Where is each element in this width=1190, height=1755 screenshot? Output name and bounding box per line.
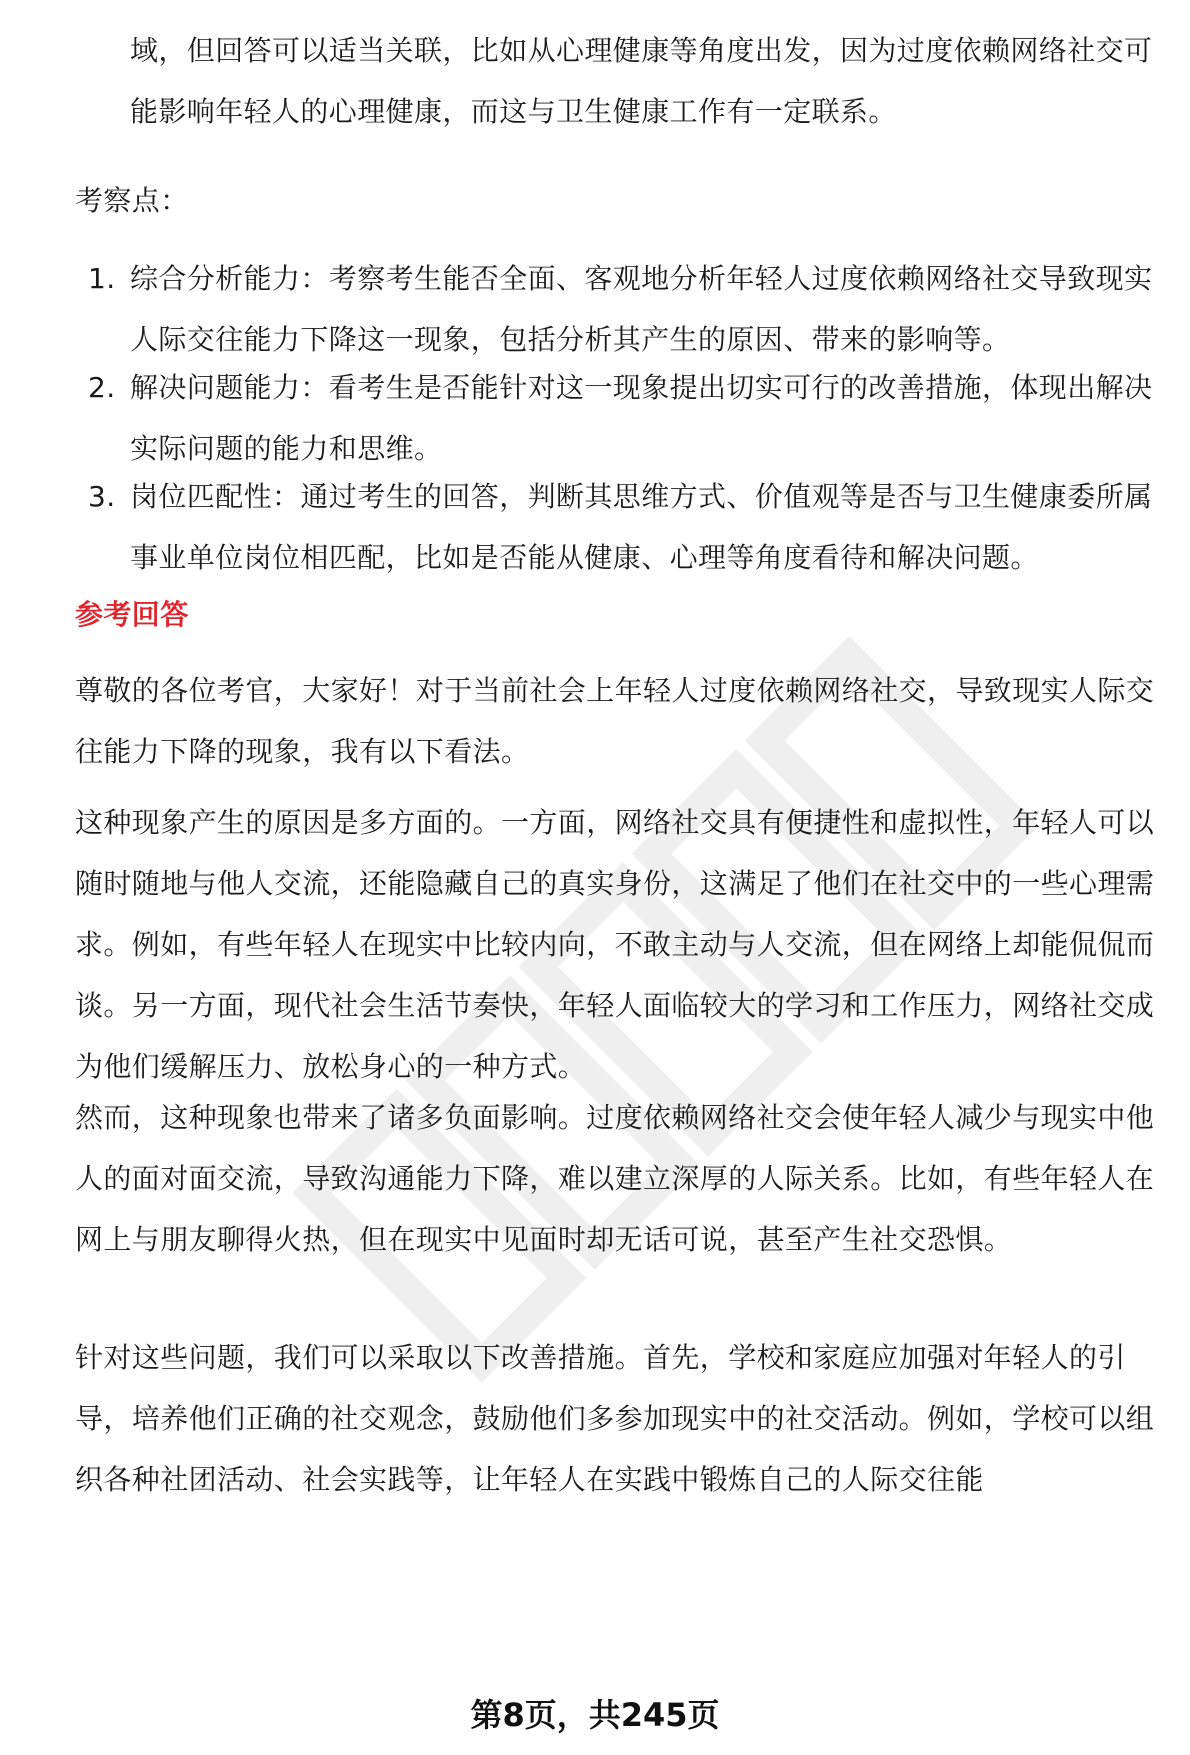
list-item-number: 1. — [88, 262, 116, 295]
answer-paragraph: 尊敬的各位考官，大家好！对于当前社会上年轻人过度依赖网络社交，导致现实人际交往能力下降的现象，我有以下看法。 — [75, 674, 1155, 768]
answer-paragraph: 这种现象产生的原因是多方面的。一方面，网络社交具有便捷性和虚拟性，年轻人可以随时随地与他人交流，还能隐藏自己的真实身份，这满足了他们在社交中的一些心理需求。例如，有些年轻人在现实中比较内向，不敢主动与人交流，但在网络上却能侃侃而谈。另一方面，现代社会生活节奏快，年轻人面临较大的学习和工作压力，网络社交成为他们缓解压力、放松身心的一种方式。 — [75, 806, 1155, 1083]
answer-paragraph: 针对这些问题，我们可以采取以下改善措施。首先，学校和家庭应加强对年轻人的引导，培养他们正确的社交观念，鼓励他们多参加现实中的社交活动。例如，学校可以组织各种社团活动、社会实践等，让年轻人在实践中锻炼自己的人际交往能 — [75, 1341, 1155, 1496]
list-item-number: 3. — [88, 480, 116, 513]
list-item-text: 解决问题能力：看考生是否能针对这一现象提出切实可行的改善措施，体现出解决实际问题的能力和思维。 — [130, 371, 1153, 465]
list-item-text: 综合分析能力：考察考生能否全面、客观地分析年轻人过度依赖网络社交导致现实人际交往能力下降这一现象，包括分析其产生的原因、带来的影响等。 — [130, 262, 1153, 356]
page-footer: 第8页，共245页 — [470, 1696, 720, 1734]
list-item — [88, 466, 1160, 588]
answer-paragraph: 然而，这种现象也带来了诸多负面影响。过度依赖网络社交会使年轻人减少与现实中他人的面对面交流，导致沟通能力下降，难以建立深厚的人际关系。比如，有些年轻人在网上与朋友聊得火热，但在现实中见面时却无话可说，甚至产生社交恐惧。 — [75, 1101, 1155, 1256]
answer-heading: 参考回答 — [75, 598, 189, 631]
list-item — [88, 248, 1160, 370]
list-item-text: 岗位匹配性：通过考生的回答，判断其思维方式、价值观等是否与卫生健康委所属事业单位岗位相匹配，比如是否能从健康、心理等角度看待和解决问题。 — [130, 480, 1153, 574]
points-title: 考察点： — [75, 184, 189, 217]
list-item — [88, 357, 1160, 479]
intro-continuation: 域，但回答可以适当关联，比如从心理健康等角度出发，因为过度依赖网络社交可能影响年轻人的心理健康，而这与卫生健康工作有一定联系。 — [130, 34, 1153, 128]
list-item-number: 2. — [88, 371, 116, 404]
